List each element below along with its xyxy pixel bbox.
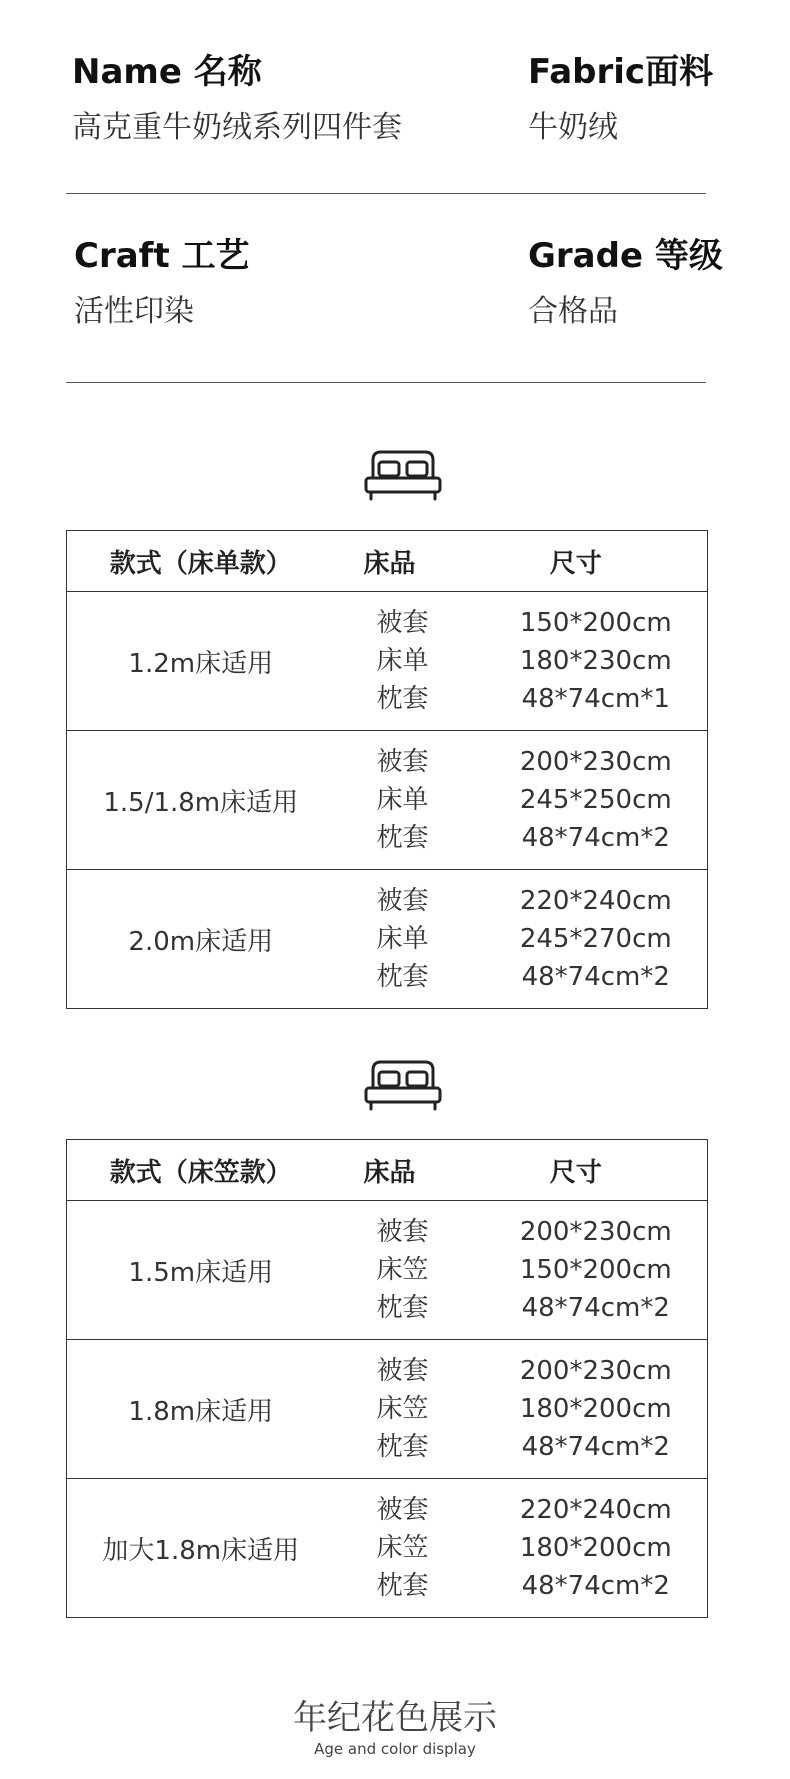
- bed-icon: [363, 448, 443, 502]
- size-cell: [445, 870, 708, 1009]
- header-items: 床品: [335, 531, 445, 592]
- craft-value: 活性印染: [74, 294, 194, 329]
- item-label: 床单: [376, 646, 429, 676]
- name-title: Name 名称: [72, 52, 262, 92]
- item-cell: [335, 592, 445, 731]
- item-label: 枕套: [376, 962, 429, 992]
- divider-1: [66, 193, 706, 194]
- item-label: 被套: [376, 1356, 429, 1386]
- size-value: 48*74cm*2: [521, 1432, 670, 1462]
- item-label: 床笠: [376, 1255, 429, 1285]
- header-size: 尺寸: [445, 1140, 708, 1201]
- table-row: [67, 731, 708, 870]
- name-block: [72, 52, 402, 146]
- header-style: 款式（床单款）: [67, 531, 335, 592]
- item-cell: [335, 1479, 445, 1618]
- footer-title: 年纪花色展示: [293, 1698, 497, 1738]
- item-label: 被套: [376, 886, 429, 916]
- style-cell: 加大1.8m床适用: [67, 1479, 335, 1618]
- style-cell: 1.8m床适用: [67, 1340, 335, 1479]
- name-value: 高克重牛奶绒系列四件套: [72, 110, 402, 145]
- fitted-sheet-size-table: [66, 1139, 708, 1618]
- size-value: 180*230cm: [519, 646, 672, 676]
- size-value: 150*200cm: [519, 608, 672, 638]
- size-value: 245*270cm: [519, 924, 672, 954]
- grade-value: 合格品: [528, 294, 618, 329]
- item-label: 床笠: [376, 1394, 429, 1424]
- item-label: 被套: [376, 1217, 429, 1247]
- item-label: 枕套: [376, 1571, 429, 1601]
- size-value: 48*74cm*2: [521, 962, 670, 992]
- table-row: [67, 1201, 708, 1340]
- fabric-value: 牛奶绒: [528, 110, 618, 145]
- divider-2: [66, 382, 706, 383]
- craft-block: [74, 236, 250, 330]
- item-label: 床单: [376, 924, 429, 954]
- item-label: 被套: [376, 747, 429, 777]
- header-items: 床品: [335, 1140, 445, 1201]
- size-cell: [445, 1201, 708, 1340]
- table-row: [67, 1340, 708, 1479]
- style-cell: 2.0m床适用: [67, 870, 335, 1009]
- size-value: 180*200cm: [519, 1394, 672, 1424]
- size-value: 200*230cm: [519, 1217, 672, 1247]
- item-label: 被套: [376, 608, 429, 638]
- size-value: 48*74cm*: [521, 684, 654, 714]
- item-label: 枕套: [376, 823, 429, 853]
- table-row: [67, 1479, 708, 1618]
- header-style: 款式（床笠款）: [67, 1140, 335, 1201]
- item-label: 床笠: [376, 1533, 429, 1563]
- item-cell: [335, 1340, 445, 1479]
- size-value: 220*240cm: [519, 886, 672, 916]
- size-value: 220*240cm: [519, 1495, 672, 1525]
- item-label: 枕套: [376, 1432, 429, 1462]
- bedsheet-size-table: [66, 530, 708, 1009]
- item-label: 枕套: [376, 684, 429, 714]
- bed-icon: [363, 1058, 443, 1112]
- fabric-title: Fabric面料: [528, 52, 714, 92]
- size-value: 180*200cm: [519, 1533, 672, 1563]
- size-cell: [445, 1340, 708, 1479]
- style-cell: 1.5m床适用: [67, 1201, 335, 1340]
- table-header: [67, 531, 708, 592]
- item-cell: [335, 1201, 445, 1340]
- craft-title: Craft 工艺: [74, 236, 250, 276]
- style-cell: 1.5/1.8m床适用: [67, 731, 335, 870]
- table-header: [67, 1140, 708, 1201]
- table-row: [67, 592, 708, 731]
- size-value-pillow: [445, 680, 708, 718]
- item-cell: [335, 731, 445, 870]
- size-value: 245*250cm: [519, 785, 672, 815]
- size-value: 48*74cm*2: [521, 1571, 670, 1601]
- size-cell: [445, 1479, 708, 1618]
- size-cell: [445, 731, 708, 870]
- header-size: 尺寸: [445, 531, 708, 592]
- style-cell: 1.2m床适用: [67, 592, 335, 731]
- table-row: [67, 870, 708, 1009]
- size-value: 150*200cm: [519, 1255, 672, 1285]
- grade-block: [528, 236, 723, 330]
- item-label: 床单: [376, 785, 429, 815]
- pillow-count: 1: [653, 684, 670, 714]
- size-cell: [445, 592, 708, 731]
- fabric-block: [528, 52, 713, 146]
- footer-subtitle: Age and color display: [314, 1740, 476, 1758]
- grade-title: Grade 等级: [528, 236, 723, 276]
- item-label: 被套: [376, 1495, 429, 1525]
- size-value: 200*230cm: [519, 747, 672, 777]
- item-cell: [335, 870, 445, 1009]
- size-value: 48*74cm*2: [521, 1293, 670, 1323]
- item-label: 枕套: [376, 1293, 429, 1323]
- size-value: 200*230cm: [519, 1356, 672, 1386]
- size-value: 48*74cm*2: [521, 823, 670, 853]
